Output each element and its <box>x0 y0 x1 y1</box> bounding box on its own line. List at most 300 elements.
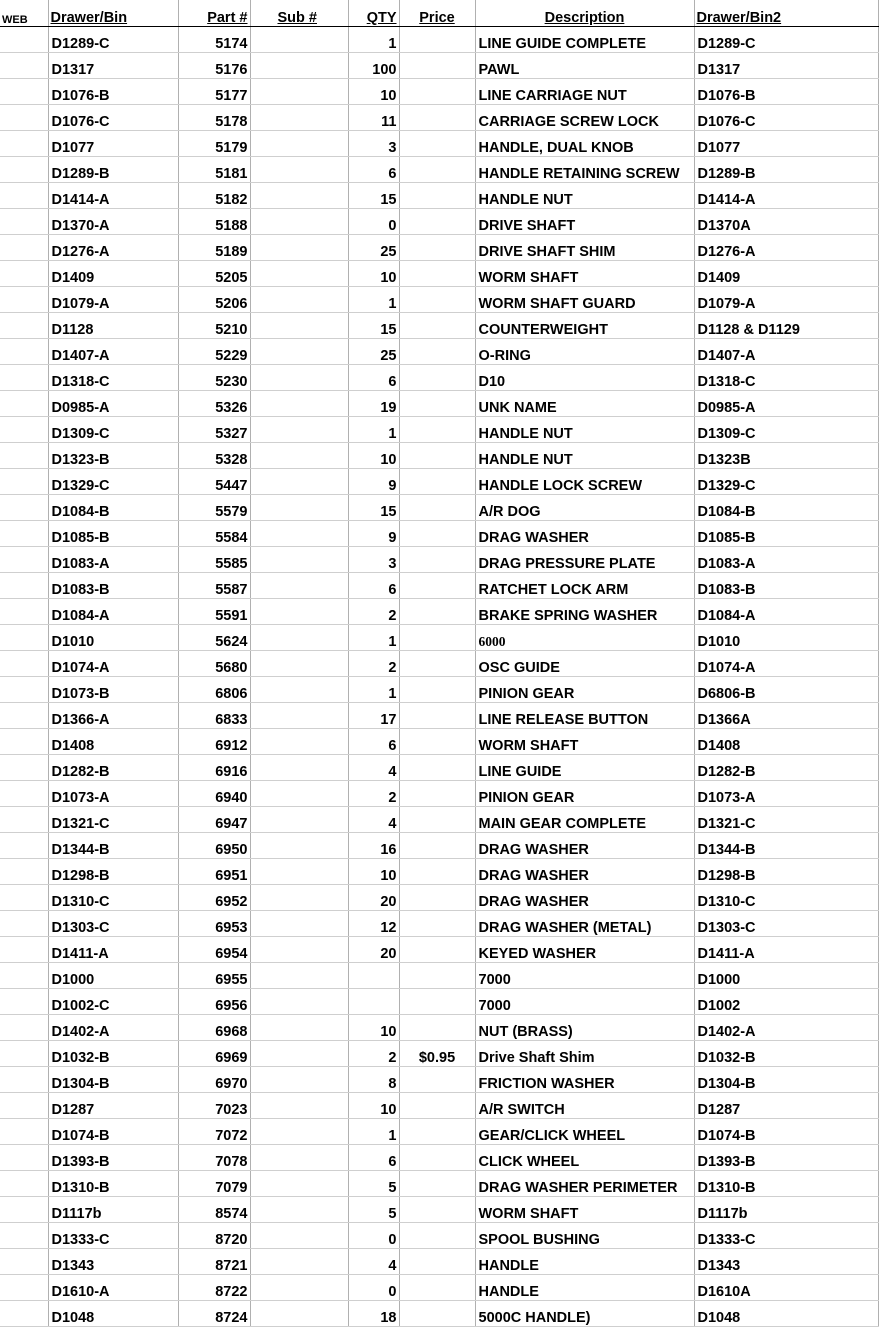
table-row[interactable] <box>0 1093 878 1119</box>
web-cell[interactable] <box>0 1171 48 1197</box>
table-row[interactable] <box>0 131 878 157</box>
sub-number-cell[interactable] <box>250 1041 348 1067</box>
drawer-bin-cell[interactable]: D1366-A <box>48 703 178 729</box>
description-cell[interactable]: HANDLE NUT <box>475 443 694 469</box>
table-row[interactable] <box>0 235 878 261</box>
web-cell[interactable] <box>0 469 48 495</box>
table-row[interactable] <box>0 365 878 391</box>
sub-number-cell[interactable] <box>250 1197 348 1223</box>
part-number-cell[interactable]: 8722 <box>178 1275 250 1301</box>
qty-cell[interactable]: 5 <box>348 1197 399 1223</box>
qty-cell[interactable]: 12 <box>348 911 399 937</box>
drawer-bin2-cell[interactable]: D1117b <box>694 1197 878 1223</box>
qty-cell[interactable] <box>348 963 399 989</box>
price-cell[interactable] <box>399 495 475 521</box>
description-cell[interactable]: A/R DOG <box>475 495 694 521</box>
price-cell[interactable] <box>399 547 475 573</box>
price-cell[interactable] <box>399 79 475 105</box>
drawer-bin2-cell[interactable]: D1085-B <box>694 521 878 547</box>
qty-cell[interactable]: 9 <box>348 469 399 495</box>
drawer-bin-cell[interactable]: D1408 <box>48 729 178 755</box>
description-cell[interactable]: O-RING <box>475 339 694 365</box>
web-cell[interactable] <box>0 729 48 755</box>
drawer-bin-cell[interactable]: D1048 <box>48 1301 178 1327</box>
drawer-bin2-cell[interactable]: D1366A <box>694 703 878 729</box>
table-row[interactable] <box>0 1197 878 1223</box>
sub-number-cell[interactable] <box>250 521 348 547</box>
description-cell[interactable]: PINION GEAR <box>475 677 694 703</box>
description-cell[interactable]: WORM SHAFT <box>475 729 694 755</box>
qty-cell[interactable]: 15 <box>348 313 399 339</box>
drawer-bin2-cell[interactable]: D1032-B <box>694 1041 878 1067</box>
drawer-bin2-cell[interactable]: D1303-C <box>694 911 878 937</box>
web-cell[interactable] <box>0 53 48 79</box>
price-cell[interactable] <box>399 313 475 339</box>
description-cell[interactable]: COUNTERWEIGHT <box>475 313 694 339</box>
price-cell[interactable]: $0.95 <box>399 1041 475 1067</box>
web-cell[interactable] <box>0 547 48 573</box>
table-row[interactable] <box>0 703 878 729</box>
qty-cell[interactable]: 1 <box>348 27 399 53</box>
drawer-bin2-cell[interactable]: D1310-B <box>694 1171 878 1197</box>
price-cell[interactable] <box>399 755 475 781</box>
sub-number-cell[interactable] <box>250 391 348 417</box>
qty-cell[interactable]: 20 <box>348 885 399 911</box>
price-cell[interactable] <box>399 781 475 807</box>
sub-number-cell[interactable] <box>250 755 348 781</box>
description-cell[interactable]: 7000 <box>475 989 694 1015</box>
qty-cell[interactable]: 10 <box>348 859 399 885</box>
part-number-cell[interactable]: 6952 <box>178 885 250 911</box>
table-row[interactable] <box>0 209 878 235</box>
part-number-cell[interactable]: 5591 <box>178 599 250 625</box>
table-row[interactable] <box>0 391 878 417</box>
price-cell[interactable] <box>399 53 475 79</box>
price-cell[interactable] <box>399 963 475 989</box>
drawer-bin-cell[interactable]: D1402-A <box>48 1015 178 1041</box>
drawer-bin-cell[interactable]: D1074-B <box>48 1119 178 1145</box>
part-number-cell[interactable]: 6940 <box>178 781 250 807</box>
description-cell[interactable]: DRAG WASHER <box>475 859 694 885</box>
description-cell[interactable]: Drive Shaft Shim <box>475 1041 694 1067</box>
description-cell[interactable]: SPOOL BUSHING <box>475 1223 694 1249</box>
drawer-bin-cell[interactable]: D1010 <box>48 625 178 651</box>
table-row[interactable] <box>0 261 878 287</box>
sub-number-cell[interactable] <box>250 1301 348 1327</box>
part-number-cell[interactable]: 8724 <box>178 1301 250 1327</box>
drawer-bin-cell[interactable]: D1304-B <box>48 1067 178 1093</box>
drawer-bin-cell[interactable]: D1079-A <box>48 287 178 313</box>
table-row[interactable] <box>0 963 878 989</box>
drawer-bin2-cell[interactable]: D1393-B <box>694 1145 878 1171</box>
sub-number-cell[interactable] <box>250 677 348 703</box>
price-cell[interactable] <box>399 287 475 313</box>
price-cell[interactable] <box>399 1197 475 1223</box>
description-cell[interactable]: 5000C HANDLE) <box>475 1301 694 1327</box>
sub-number-cell[interactable] <box>250 469 348 495</box>
price-cell[interactable] <box>399 599 475 625</box>
qty-cell[interactable]: 6 <box>348 157 399 183</box>
description-cell[interactable]: HANDLE RETAINING SCREW <box>475 157 694 183</box>
sub-number-cell[interactable] <box>250 1249 348 1275</box>
web-cell[interactable] <box>0 625 48 651</box>
price-cell[interactable] <box>399 1145 475 1171</box>
web-cell[interactable] <box>0 287 48 313</box>
description-cell[interactable]: HANDLE NUT <box>475 417 694 443</box>
price-cell[interactable] <box>399 105 475 131</box>
table-row[interactable] <box>0 183 878 209</box>
drawer-bin2-cell[interactable]: D1317 <box>694 53 878 79</box>
drawer-bin-cell[interactable]: D1276-A <box>48 235 178 261</box>
part-number-cell[interactable]: 7078 <box>178 1145 250 1171</box>
price-cell[interactable] <box>399 261 475 287</box>
sub-number-cell[interactable] <box>250 79 348 105</box>
table-row[interactable] <box>0 1275 878 1301</box>
drawer-bin2-cell[interactable]: D1084-A <box>694 599 878 625</box>
sub-number-cell[interactable] <box>250 313 348 339</box>
price-cell[interactable] <box>399 391 475 417</box>
sub-number-cell[interactable] <box>250 1093 348 1119</box>
drawer-bin-cell[interactable]: D1370-A <box>48 209 178 235</box>
drawer-bin-cell[interactable]: D1309-C <box>48 417 178 443</box>
description-cell[interactable]: PAWL <box>475 53 694 79</box>
drawer-bin2-cell[interactable]: D1289-B <box>694 157 878 183</box>
table-row[interactable] <box>0 573 878 599</box>
drawer-bin-cell[interactable]: D1323-B <box>48 443 178 469</box>
drawer-bin-cell[interactable]: D1287 <box>48 1093 178 1119</box>
table-row[interactable] <box>0 1119 878 1145</box>
web-cell[interactable] <box>0 495 48 521</box>
qty-cell[interactable]: 3 <box>348 547 399 573</box>
qty-cell[interactable]: 5 <box>348 1171 399 1197</box>
price-cell[interactable] <box>399 27 475 53</box>
web-cell[interactable] <box>0 1145 48 1171</box>
drawer-bin2-cell[interactable]: D1002 <box>694 989 878 1015</box>
part-number-cell[interactable]: 5328 <box>178 443 250 469</box>
drawer-bin2-cell[interactable]: D6806-B <box>694 677 878 703</box>
drawer-bin-cell[interactable]: D1282-B <box>48 755 178 781</box>
price-cell[interactable] <box>399 703 475 729</box>
price-cell[interactable] <box>399 1171 475 1197</box>
price-cell[interactable] <box>399 1301 475 1327</box>
web-cell[interactable] <box>0 1119 48 1145</box>
table-row[interactable] <box>0 339 878 365</box>
web-cell[interactable] <box>0 703 48 729</box>
part-number-cell[interactable]: 5182 <box>178 183 250 209</box>
sub-number-cell[interactable] <box>250 183 348 209</box>
description-cell[interactable]: CLICK WHEEL <box>475 1145 694 1171</box>
web-cell[interactable] <box>0 261 48 287</box>
table-row[interactable] <box>0 1015 878 1041</box>
description-cell[interactable]: CARRIAGE SCREW LOCK <box>475 105 694 131</box>
part-number-cell[interactable]: 5584 <box>178 521 250 547</box>
price-cell[interactable] <box>399 677 475 703</box>
description-cell[interactable]: HANDLE, DUAL KNOB <box>475 131 694 157</box>
header-qty[interactable] <box>348 0 399 27</box>
price-cell[interactable] <box>399 573 475 599</box>
sub-number-cell[interactable] <box>250 417 348 443</box>
qty-cell[interactable]: 19 <box>348 391 399 417</box>
table-row[interactable] <box>0 781 878 807</box>
sub-number-cell[interactable] <box>250 781 348 807</box>
part-number-cell[interactable]: 6951 <box>178 859 250 885</box>
part-number-cell[interactable]: 5177 <box>178 79 250 105</box>
web-cell[interactable] <box>0 209 48 235</box>
price-cell[interactable] <box>399 833 475 859</box>
drawer-bin-cell[interactable]: D1298-B <box>48 859 178 885</box>
part-number-cell[interactable]: 7023 <box>178 1093 250 1119</box>
sub-number-cell[interactable] <box>250 157 348 183</box>
drawer-bin2-cell[interactable]: D1329-C <box>694 469 878 495</box>
part-number-cell[interactable]: 7072 <box>178 1119 250 1145</box>
part-number-cell[interactable]: 6953 <box>178 911 250 937</box>
qty-cell[interactable]: 1 <box>348 1119 399 1145</box>
drawer-bin-cell[interactable]: D1083-B <box>48 573 178 599</box>
price-cell[interactable] <box>399 1119 475 1145</box>
drawer-bin-cell[interactable]: D1073-B <box>48 677 178 703</box>
header-part[interactable] <box>178 0 250 27</box>
qty-cell[interactable] <box>348 989 399 1015</box>
price-cell[interactable] <box>399 157 475 183</box>
sub-number-cell[interactable] <box>250 989 348 1015</box>
price-cell[interactable] <box>399 807 475 833</box>
qty-cell[interactable]: 8 <box>348 1067 399 1093</box>
qty-cell[interactable]: 100 <box>348 53 399 79</box>
sub-number-cell[interactable] <box>250 937 348 963</box>
web-cell[interactable] <box>0 937 48 963</box>
qty-cell[interactable]: 0 <box>348 1275 399 1301</box>
price-cell[interactable] <box>399 1249 475 1275</box>
drawer-bin-cell[interactable]: D1289-B <box>48 157 178 183</box>
qty-cell[interactable]: 1 <box>348 417 399 443</box>
description-cell[interactable]: DRAG WASHER PERIMETER <box>475 1171 694 1197</box>
drawer-bin2-cell[interactable]: D1076-B <box>694 79 878 105</box>
drawer-bin2-cell[interactable]: D1309-C <box>694 417 878 443</box>
qty-cell[interactable]: 15 <box>348 495 399 521</box>
drawer-bin-cell[interactable]: D1329-C <box>48 469 178 495</box>
part-number-cell[interactable]: 5210 <box>178 313 250 339</box>
part-number-cell[interactable]: 5680 <box>178 651 250 677</box>
web-cell[interactable] <box>0 807 48 833</box>
drawer-bin2-cell[interactable]: D1407-A <box>694 339 878 365</box>
table-row[interactable] <box>0 105 878 131</box>
table-row[interactable] <box>0 53 878 79</box>
web-cell[interactable] <box>0 1301 48 1327</box>
drawer-bin-cell[interactable]: D1076-B <box>48 79 178 105</box>
sub-number-cell[interactable] <box>250 911 348 937</box>
part-number-cell[interactable]: 6806 <box>178 677 250 703</box>
part-number-cell[interactable]: 5178 <box>178 105 250 131</box>
web-cell[interactable] <box>0 1223 48 1249</box>
price-cell[interactable] <box>399 859 475 885</box>
drawer-bin2-cell[interactable]: D1048 <box>694 1301 878 1327</box>
qty-cell[interactable]: 10 <box>348 1093 399 1119</box>
web-cell[interactable] <box>0 989 48 1015</box>
table-row[interactable] <box>0 651 878 677</box>
table-row[interactable] <box>0 547 878 573</box>
price-cell[interactable] <box>399 651 475 677</box>
description-cell[interactable]: 7000 <box>475 963 694 989</box>
drawer-bin2-cell[interactable]: D1079-A <box>694 287 878 313</box>
drawer-bin-cell[interactable]: D1414-A <box>48 183 178 209</box>
part-number-cell[interactable]: 6955 <box>178 963 250 989</box>
drawer-bin-cell[interactable]: D1393-B <box>48 1145 178 1171</box>
description-cell[interactable]: DRIVE SHAFT <box>475 209 694 235</box>
part-number-cell[interactable]: 5205 <box>178 261 250 287</box>
web-cell[interactable] <box>0 599 48 625</box>
drawer-bin2-cell[interactable]: D1083-B <box>694 573 878 599</box>
web-cell[interactable] <box>0 573 48 599</box>
sub-number-cell[interactable] <box>250 547 348 573</box>
table-row[interactable] <box>0 79 878 105</box>
drawer-bin-cell[interactable]: D1411-A <box>48 937 178 963</box>
drawer-bin2-cell[interactable]: D1282-B <box>694 755 878 781</box>
price-cell[interactable] <box>399 443 475 469</box>
qty-cell[interactable]: 2 <box>348 651 399 677</box>
sub-number-cell[interactable] <box>250 1145 348 1171</box>
drawer-bin-cell[interactable]: D1343 <box>48 1249 178 1275</box>
sub-number-cell[interactable] <box>250 105 348 131</box>
qty-cell[interactable]: 2 <box>348 781 399 807</box>
description-cell[interactable]: WORM SHAFT <box>475 261 694 287</box>
table-row[interactable] <box>0 469 878 495</box>
description-cell[interactable]: WORM SHAFT GUARD <box>475 287 694 313</box>
table-row[interactable] <box>0 287 878 313</box>
sub-number-cell[interactable] <box>250 1171 348 1197</box>
sub-number-cell[interactable] <box>250 703 348 729</box>
price-cell[interactable] <box>399 937 475 963</box>
description-cell[interactable]: HANDLE <box>475 1249 694 1275</box>
web-cell[interactable] <box>0 1067 48 1093</box>
part-number-cell[interactable]: 5181 <box>178 157 250 183</box>
part-number-cell[interactable]: 5174 <box>178 27 250 53</box>
drawer-bin-cell[interactable]: D1076-C <box>48 105 178 131</box>
drawer-bin2-cell[interactable]: D1370A <box>694 209 878 235</box>
description-cell[interactable]: DRAG WASHER (METAL) <box>475 911 694 937</box>
drawer-bin2-cell[interactable]: D1128 & D1129 <box>694 313 878 339</box>
description-cell[interactable]: D10 <box>475 365 694 391</box>
web-cell[interactable] <box>0 1041 48 1067</box>
sub-number-cell[interactable] <box>250 651 348 677</box>
part-number-cell[interactable]: 5579 <box>178 495 250 521</box>
table-row[interactable] <box>0 27 878 53</box>
qty-cell[interactable]: 15 <box>348 183 399 209</box>
drawer-bin2-cell[interactable]: D1074-B <box>694 1119 878 1145</box>
part-number-cell[interactable]: 6947 <box>178 807 250 833</box>
description-cell[interactable]: DRAG PRESSURE PLATE <box>475 547 694 573</box>
web-cell[interactable] <box>0 885 48 911</box>
header-sub[interactable] <box>250 0 348 27</box>
drawer-bin-cell[interactable]: D1333-C <box>48 1223 178 1249</box>
web-cell[interactable] <box>0 781 48 807</box>
sub-number-cell[interactable] <box>250 131 348 157</box>
sub-number-cell[interactable] <box>250 1223 348 1249</box>
table-row[interactable] <box>0 729 878 755</box>
drawer-bin2-cell[interactable]: D1402-A <box>694 1015 878 1041</box>
web-cell[interactable] <box>0 105 48 131</box>
drawer-bin2-cell[interactable]: D1287 <box>694 1093 878 1119</box>
drawer-bin2-cell[interactable]: D1409 <box>694 261 878 287</box>
table-row[interactable] <box>0 1145 878 1171</box>
web-cell[interactable] <box>0 833 48 859</box>
header-drawer-bin2[interactable] <box>694 0 878 27</box>
sub-number-cell[interactable] <box>250 807 348 833</box>
drawer-bin-cell[interactable]: D1085-B <box>48 521 178 547</box>
web-cell[interactable] <box>0 339 48 365</box>
table-row[interactable] <box>0 417 878 443</box>
sub-number-cell[interactable] <box>250 1275 348 1301</box>
qty-cell[interactable]: 18 <box>348 1301 399 1327</box>
table-row[interactable] <box>0 885 878 911</box>
drawer-bin2-cell[interactable]: D1074-A <box>694 651 878 677</box>
price-cell[interactable] <box>399 521 475 547</box>
drawer-bin-cell[interactable]: D1073-A <box>48 781 178 807</box>
web-cell[interactable] <box>0 365 48 391</box>
description-cell[interactable]: LINE GUIDE COMPLETE <box>475 27 694 53</box>
drawer-bin-cell[interactable]: D1317 <box>48 53 178 79</box>
price-cell[interactable] <box>399 729 475 755</box>
part-number-cell[interactable]: 5327 <box>178 417 250 443</box>
drawer-bin-cell[interactable]: D1289-C <box>48 27 178 53</box>
drawer-bin-cell[interactable]: D1318-C <box>48 365 178 391</box>
sub-number-cell[interactable] <box>250 495 348 521</box>
web-cell[interactable] <box>0 963 48 989</box>
drawer-bin2-cell[interactable]: D1414-A <box>694 183 878 209</box>
table-row[interactable] <box>0 911 878 937</box>
web-cell[interactable] <box>0 391 48 417</box>
drawer-bin2-cell[interactable]: D1411-A <box>694 937 878 963</box>
price-cell[interactable] <box>399 365 475 391</box>
description-cell[interactable]: OSC GUIDE <box>475 651 694 677</box>
part-number-cell[interactable]: 5230 <box>178 365 250 391</box>
drawer-bin2-cell[interactable]: D1318-C <box>694 365 878 391</box>
part-number-cell[interactable]: 6954 <box>178 937 250 963</box>
web-cell[interactable] <box>0 79 48 105</box>
price-cell[interactable] <box>399 209 475 235</box>
table-row[interactable] <box>0 443 878 469</box>
drawer-bin2-cell[interactable]: D1333-C <box>694 1223 878 1249</box>
table-row[interactable] <box>0 989 878 1015</box>
part-number-cell[interactable]: 5447 <box>178 469 250 495</box>
description-cell[interactable]: MAIN GEAR COMPLETE <box>475 807 694 833</box>
price-cell[interactable] <box>399 183 475 209</box>
table-row[interactable] <box>0 521 878 547</box>
part-number-cell[interactable]: 5206 <box>178 287 250 313</box>
web-cell[interactable] <box>0 131 48 157</box>
qty-cell[interactable]: 10 <box>348 1015 399 1041</box>
price-cell[interactable] <box>399 911 475 937</box>
drawer-bin-cell[interactable]: D1032-B <box>48 1041 178 1067</box>
qty-cell[interactable]: 25 <box>348 339 399 365</box>
qty-cell[interactable]: 6 <box>348 1145 399 1171</box>
price-cell[interactable] <box>399 989 475 1015</box>
description-cell[interactable]: RATCHET LOCK ARM <box>475 573 694 599</box>
drawer-bin-cell[interactable]: D0985-A <box>48 391 178 417</box>
part-number-cell[interactable]: 6969 <box>178 1041 250 1067</box>
part-number-cell[interactable]: 6970 <box>178 1067 250 1093</box>
drawer-bin2-cell[interactable]: D1298-B <box>694 859 878 885</box>
drawer-bin-cell[interactable]: D1321-C <box>48 807 178 833</box>
table-row[interactable] <box>0 313 878 339</box>
drawer-bin2-cell[interactable]: D1343 <box>694 1249 878 1275</box>
drawer-bin-cell[interactable]: D1310-C <box>48 885 178 911</box>
table-row[interactable] <box>0 495 878 521</box>
table-row[interactable] <box>0 157 878 183</box>
header-web[interactable]: WEB <box>0 0 48 27</box>
drawer-bin-cell[interactable]: D1117b <box>48 1197 178 1223</box>
qty-cell[interactable]: 2 <box>348 1041 399 1067</box>
qty-cell[interactable]: 10 <box>348 79 399 105</box>
